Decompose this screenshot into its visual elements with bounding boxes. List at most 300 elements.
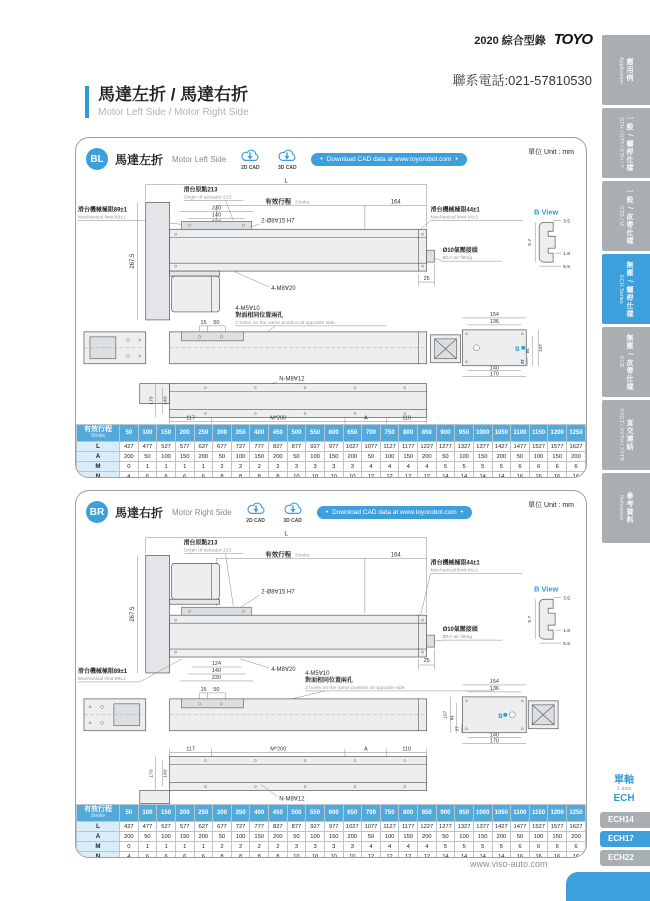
cad-3d-button[interactable] <box>274 148 300 171</box>
table-cell: 1077 <box>362 822 381 832</box>
table-cell: 6 <box>548 462 567 472</box>
download-cad-pill[interactable] <box>317 506 473 519</box>
br-end-view <box>443 679 559 745</box>
stroke-col-header: 250 <box>194 805 213 822</box>
sidebar-tab-application[interactable] <box>602 35 650 105</box>
table-cell: 200 <box>567 452 586 462</box>
stroke-col-header: 800 <box>399 805 418 822</box>
stroke-col-header: 1150 <box>529 805 548 822</box>
mech89-en: Mechanical limit:89±1 <box>77 214 126 221</box>
br-rear-view <box>84 699 146 731</box>
bl-title-zh: 馬達左折 <box>115 152 164 167</box>
dim-1_8: 1.8 <box>563 251 571 258</box>
stroke-col-header: 1000 <box>473 805 492 822</box>
stroke-col-header: 550 <box>306 805 325 822</box>
table-cell: 1 <box>175 462 194 472</box>
stroke-col-header: 150 <box>157 805 176 822</box>
table-cell: 1127 <box>380 822 399 832</box>
table-cell: 10 <box>324 472 343 479</box>
stroke-col-header: 700 <box>362 425 381 442</box>
bl-b-view-detail <box>527 207 570 270</box>
dim-170v: 170 <box>148 769 155 778</box>
stroke-col-header: 800 <box>399 425 418 442</box>
row-label: N <box>77 852 120 859</box>
table-cell: 14 <box>473 852 492 859</box>
stroke-col-header: 450 <box>269 425 288 442</box>
dim-50: 50 <box>213 686 220 693</box>
table-cell: 12 <box>380 852 399 859</box>
stroke-col-header: 400 <box>250 805 269 822</box>
table-cell: 16 <box>529 472 548 479</box>
stroke-col-header: 500 <box>287 425 306 442</box>
br-title-en: Motor Right Side <box>172 507 232 517</box>
table-cell: 4 <box>418 842 437 852</box>
table-cell: 12 <box>380 472 399 479</box>
m5-hole-en: 2 holes on the same position at opposite side. <box>305 684 406 691</box>
dim-25: 25 <box>423 658 430 665</box>
table-cell: 100 <box>231 452 250 462</box>
m5-hole-zh: 對面相同位置兩孔 <box>305 677 353 684</box>
table-cell: 4 <box>399 842 418 852</box>
dim-136: 136 <box>489 685 499 692</box>
table-cell: 4 <box>399 462 418 472</box>
table-cell: 1027 <box>343 822 362 832</box>
dim-154: 154 <box>489 678 499 685</box>
tab-label-en: ECH Series <box>618 274 624 304</box>
dim-170b: 170 <box>489 371 499 378</box>
dim-140b: 140 <box>489 732 499 739</box>
table-cell: 150 <box>175 452 194 462</box>
table-cell: 8 <box>213 852 232 859</box>
dim-267: 267.5 <box>129 606 136 622</box>
table-row <box>77 462 586 472</box>
table-cell: 100 <box>455 452 474 462</box>
table-cell: 1627 <box>567 442 586 452</box>
table-cell: 3 <box>324 462 343 472</box>
series-nav-zh: 單軸 <box>614 775 634 786</box>
table-row <box>77 442 586 452</box>
b-view-marker: B <box>498 713 503 720</box>
table-cell: 5 <box>492 842 511 852</box>
dim-110: 110 <box>402 415 412 422</box>
table-cell: 877 <box>287 822 306 832</box>
stroke-col-header: 600 <box>324 805 343 822</box>
stroke-col-header: 700 <box>362 805 381 822</box>
table-cell: 1527 <box>529 822 548 832</box>
table-cell: 0 <box>120 462 139 472</box>
cad-3d-label: 3D CAD <box>283 517 302 524</box>
stroke-col-header: 350 <box>231 425 250 442</box>
tab-label-zh: 直交連結 <box>626 419 633 451</box>
cloud-download-icon <box>237 148 263 164</box>
table-cell: 16 <box>548 472 567 479</box>
table-cell: 1 <box>175 842 194 852</box>
table-cell: 150 <box>250 832 269 842</box>
table-cell: 200 <box>418 832 437 842</box>
table-cell: 2 <box>250 462 269 472</box>
table-cell: 12 <box>418 472 437 479</box>
table-cell: 627 <box>194 442 213 452</box>
dim-27: 27 <box>520 359 526 365</box>
stroke-header-cell: 有效行程 Stroke <box>77 425 120 442</box>
stroke-col-header: 1000 <box>473 425 492 442</box>
dim-140v: 140 <box>162 396 169 405</box>
dim-A: A <box>364 415 368 422</box>
stroke-col-header: 250 <box>194 425 213 442</box>
table-cell: 677 <box>213 822 232 832</box>
table-cell: 14 <box>455 852 474 859</box>
br-technical-drawing <box>76 527 586 804</box>
table-cell: 4 <box>380 842 399 852</box>
stroke-label-en: Stroke <box>295 199 310 206</box>
sidebar-tab-reference[interactable] <box>602 473 650 543</box>
table-cell: 100 <box>157 832 176 842</box>
stroke-col-header: 150 <box>157 425 176 442</box>
table-cell: 200 <box>269 452 288 462</box>
table-cell: 3 <box>343 462 362 472</box>
table-cell: 6 <box>567 462 586 472</box>
table-cell: 6 <box>175 472 194 479</box>
table-cell: 3 <box>287 462 306 472</box>
tab-label-en: ECB <box>618 356 624 368</box>
table-cell: 2 <box>213 842 232 852</box>
br-panel-header <box>76 491 586 527</box>
dim-170b: 170 <box>489 738 499 745</box>
nut-label: N-M8∀12 <box>279 796 305 803</box>
table-cell: 200 <box>120 452 139 462</box>
mech89-en: Mechanical limit:89±1 <box>77 675 126 682</box>
table-cell: 100 <box>455 832 474 842</box>
air-fitting-zh: Ø10氣壓接頭 <box>442 627 478 634</box>
table-row <box>77 842 586 852</box>
table-cell: 50 <box>213 452 232 462</box>
table-cell: 1627 <box>567 822 586 832</box>
table-cell: 3 <box>306 462 325 472</box>
table-cell: 150 <box>399 832 418 842</box>
br-front-view <box>78 531 522 682</box>
stroke-col-header: 1200 <box>548 425 567 442</box>
table-cell: 100 <box>529 832 548 842</box>
dim-267: 267.5 <box>129 253 136 269</box>
table-cell: 6 <box>567 842 586 852</box>
table-cell: 1 <box>157 842 176 852</box>
br-bottom-view <box>140 747 427 804</box>
tab-label-zh: 一般 / 螺桿仕樣 <box>626 114 633 172</box>
stroke-label-zh: 有效行程 <box>265 198 292 206</box>
table-cell: 427 <box>120 442 139 452</box>
dim-3_5: 3.5 <box>563 595 571 602</box>
dim-3_5: 3.5 <box>563 218 571 225</box>
table-cell: 150 <box>324 832 343 842</box>
table-row <box>77 452 586 462</box>
table-cell: 527 <box>157 442 176 452</box>
stroke-col-header: 1100 <box>511 425 530 442</box>
table-cell: 2 <box>231 842 250 852</box>
table-cell: 5 <box>473 842 492 852</box>
b-view-title: B View <box>533 584 559 594</box>
table-cell: 50 <box>362 832 381 842</box>
dim-m200: M*200 <box>270 746 287 753</box>
page-subtitle: Motor Left Side / Motor Right Side <box>98 106 249 118</box>
table-cell: 150 <box>399 452 418 462</box>
table-cell: 100 <box>306 452 325 462</box>
origin-label-zh: 滑台原點213 <box>183 187 218 194</box>
m5-hole-zh: 對面相同位置兩孔 <box>235 312 284 319</box>
table-cell: 777 <box>250 822 269 832</box>
table-cell: 2 <box>269 462 288 472</box>
table-cell: 1277 <box>436 822 455 832</box>
table-cell: 1477 <box>511 442 530 452</box>
table-cell: 200 <box>492 452 511 462</box>
table-cell: 6 <box>138 472 157 479</box>
br-stroke-table <box>76 804 586 858</box>
bl-bottom-view <box>140 376 427 424</box>
table-cell: 1 <box>138 462 157 472</box>
row-label: M <box>77 842 120 852</box>
table-cell: 1427 <box>492 442 511 452</box>
table-cell: 12 <box>399 852 418 859</box>
table-cell: 6 <box>138 852 157 859</box>
table-cell: 200 <box>269 832 288 842</box>
catalog-header <box>474 31 592 48</box>
dim-124: 124 <box>211 661 222 668</box>
table-cell: 3 <box>324 842 343 852</box>
table-cell: 477 <box>138 442 157 452</box>
dim-110: 110 <box>402 746 412 753</box>
stroke-col-header: 950 <box>455 425 474 442</box>
table-cell: 1 <box>157 462 176 472</box>
stroke-col-header: 950 <box>455 805 474 822</box>
stroke-col-header: 100 <box>138 425 157 442</box>
dim-L: L <box>284 530 288 538</box>
dim-5_5: 5.5 <box>563 641 571 648</box>
table-cell: 977 <box>324 822 343 832</box>
table-cell: 8 <box>250 852 269 859</box>
table-cell: 8 <box>250 472 269 479</box>
stroke-header-cell: 有效行程 Stroke <box>77 805 120 822</box>
table-cell: 3 <box>287 842 306 852</box>
stroke-col-header: 350 <box>231 805 250 822</box>
sidebar-tab-ecb[interactable] <box>602 327 650 397</box>
table-cell: 8 <box>231 852 250 859</box>
tab-label-zh: 一般 / 皮帶仕樣 <box>626 187 633 245</box>
slider-bolt-label: 4-M8∀20 <box>271 666 296 673</box>
row-label: L <box>77 822 120 832</box>
table-cell: 8 <box>269 852 288 859</box>
sidebar-tab-xy[interactable] <box>602 400 650 470</box>
download-cad-pill[interactable] <box>311 153 467 166</box>
table-cell: 2 <box>269 842 288 852</box>
table-cell: 150 <box>548 832 567 842</box>
table-cell: 2 <box>231 462 250 472</box>
series-nav-en: 1 axis <box>616 786 632 792</box>
tab-label-en: GTH / GTY / ETH / Y <box>618 117 624 169</box>
table-cell: 2 <box>213 462 232 472</box>
page-title: 馬達左折 / 馬達右折 <box>98 85 249 104</box>
cad-2d-button[interactable] <box>237 148 263 171</box>
stroke-col-header: 550 <box>306 425 325 442</box>
stroke-col-header: 400 <box>250 425 269 442</box>
stroke-col-header: 450 <box>269 805 288 822</box>
dim-27: 27 <box>454 726 460 732</box>
table-cell: 5 <box>492 462 511 472</box>
sidebar-tab-ech-series[interactable] <box>602 254 650 324</box>
br-badge: BR <box>86 501 108 523</box>
stroke-col-header: 750 <box>380 425 399 442</box>
table-cell: 1127 <box>380 442 399 452</box>
cloud-download-icon <box>243 501 269 517</box>
table-cell: 14 <box>492 852 511 859</box>
table-cell: 200 <box>418 452 437 462</box>
table-cell: 50 <box>138 832 157 842</box>
table-cell: 1227 <box>418 442 437 452</box>
stroke-col-header: 300 <box>213 805 232 822</box>
table-row <box>77 852 586 859</box>
stroke-col-header: 650 <box>343 805 362 822</box>
table-cell: 827 <box>269 442 288 452</box>
table-cell: 200 <box>194 832 213 842</box>
table-cell: 6 <box>511 462 530 472</box>
tab-label-zh: 無塵 / 皮帶仕樣 <box>626 333 633 391</box>
table-cell: 50 <box>362 452 381 462</box>
stroke-col-header: 300 <box>213 425 232 442</box>
stroke-col-header: 50 <box>120 425 139 442</box>
slider-hole-label: 2-Ø8∀15 H7 <box>261 218 295 225</box>
bl-rear-view <box>84 332 146 364</box>
sidebar-tab-etb[interactable] <box>602 181 650 251</box>
table-cell: 8 <box>269 472 288 479</box>
unit-label: 單位 Unit : mm <box>528 149 574 156</box>
website-url: www.viso-auto.com <box>470 859 548 869</box>
page-title-block <box>85 86 249 118</box>
tab-label-en: Reference <box>618 495 624 521</box>
nav-button-ech22[interactable]: ECH22 <box>600 850 650 866</box>
cad-3d-button[interactable] <box>280 501 306 524</box>
table-cell: 200 <box>343 452 362 462</box>
dim-140v: 140 <box>162 769 169 778</box>
table-cell: 1577 <box>548 442 567 452</box>
dim-107: 107 <box>538 343 545 352</box>
stroke-col-header: 1100 <box>511 805 530 822</box>
stroke-col-header: 1150 <box>529 425 548 442</box>
table-row <box>77 832 586 842</box>
m5-hole-en: 2 holes on the same position at opposite side. <box>235 319 337 326</box>
table-cell: 100 <box>231 832 250 842</box>
m5-hole-label: 4-M5∀10 <box>235 305 260 312</box>
stroke-col-header: 1250 <box>567 425 586 442</box>
dim-140b: 140 <box>489 365 499 372</box>
sidebar-tab-gth[interactable] <box>602 108 650 178</box>
bl-title-en: Motor Left Side <box>172 154 227 164</box>
tab-label-zh: 無塵 / 螺桿仕樣 <box>626 260 633 318</box>
nav-button-ech17[interactable]: ECH17 <box>600 831 650 847</box>
table-cell: 4 <box>362 462 381 472</box>
table-cell: 4 <box>380 462 399 472</box>
series-nav <box>598 776 650 804</box>
table-cell: 14 <box>436 852 455 859</box>
table-cell: 3 <box>306 842 325 852</box>
mech44-zh: 滑台機械極限44±1 <box>430 560 480 567</box>
slider-hole-label: 2-Ø8∀15 H7 <box>261 589 295 596</box>
stroke-col-header: 100 <box>138 805 157 822</box>
dim-117: 117 <box>186 746 195 753</box>
table-cell: 150 <box>175 832 194 842</box>
table-cell: 16 <box>529 852 548 859</box>
dim-L: L <box>284 177 288 185</box>
table-cell: 6 <box>529 462 548 472</box>
nav-button-ech14[interactable]: ECH14 <box>600 812 650 828</box>
table-cell: 10 <box>306 852 325 859</box>
section-motor-left <box>75 137 587 478</box>
cad-2d-button[interactable] <box>243 501 269 524</box>
table-cell: 1 <box>194 462 213 472</box>
table-cell: 50 <box>213 832 232 842</box>
table-cell: 10 <box>343 472 362 479</box>
table-cell: 50 <box>138 452 157 462</box>
air-fitting-zh: Ø10氣壓接頭 <box>442 248 478 255</box>
table-cell: 727 <box>231 822 250 832</box>
table-cell: 1577 <box>548 822 567 832</box>
stroke-col-header: 750 <box>380 805 399 822</box>
table-cell: 1377 <box>473 822 492 832</box>
table-cell: 527 <box>157 822 176 832</box>
download-cad-label: • Download CAD data at www.toyorobot.com <box>326 155 452 163</box>
dim-230: 230 <box>211 205 222 212</box>
table-cell: 10 <box>287 472 306 479</box>
origin-label-zh: 滑台原點213 <box>183 540 218 547</box>
table-cell: 6 <box>511 842 530 852</box>
dim-140: 140 <box>211 212 222 219</box>
table-cell: 10 <box>306 472 325 479</box>
table-cell: 8 <box>231 472 250 479</box>
bl-front-view <box>78 177 522 319</box>
table-cell: 16 <box>567 852 586 859</box>
bl-badge: BL <box>86 148 108 170</box>
b-view-title: B View <box>533 207 559 217</box>
bl-panel-header <box>76 138 586 174</box>
table-cell: 1177 <box>399 822 418 832</box>
br-title-zh: 馬達右折 <box>115 505 164 520</box>
dim-84: 84 <box>525 348 531 354</box>
table-cell: 16 <box>567 472 586 479</box>
table-cell: 4 <box>120 472 139 479</box>
table-cell: 200 <box>343 832 362 842</box>
table-cell: 1327 <box>455 822 474 832</box>
table-cell: 5 <box>455 462 474 472</box>
dim-164: 164 <box>390 552 401 559</box>
section-motor-right <box>75 490 587 858</box>
table-cell: 677 <box>213 442 232 452</box>
dim-25: 25 <box>423 276 430 283</box>
dim-154: 154 <box>489 311 499 318</box>
table-cell: 427 <box>120 822 139 832</box>
stroke-col-header: 650 <box>343 425 362 442</box>
brand-logo: TOYO <box>553 31 592 48</box>
bl-end-view <box>431 312 545 378</box>
table-cell: 3 <box>343 842 362 852</box>
cad-3d-label: 3D CAD <box>277 164 297 171</box>
table-cell: 100 <box>157 452 176 462</box>
stroke-col-header: 850 <box>418 805 437 822</box>
unit-label: 單位 Unit : mm <box>528 502 574 509</box>
cloud-download-icon <box>280 501 306 517</box>
bl-plan-view <box>170 305 427 364</box>
stroke-col-header: 1050 <box>492 425 511 442</box>
table-row <box>77 822 586 832</box>
table-cell: 50 <box>436 452 455 462</box>
download-cad-label: • Download CAD data at www.toyorobot.com <box>332 508 457 516</box>
row-label: M <box>77 462 120 472</box>
